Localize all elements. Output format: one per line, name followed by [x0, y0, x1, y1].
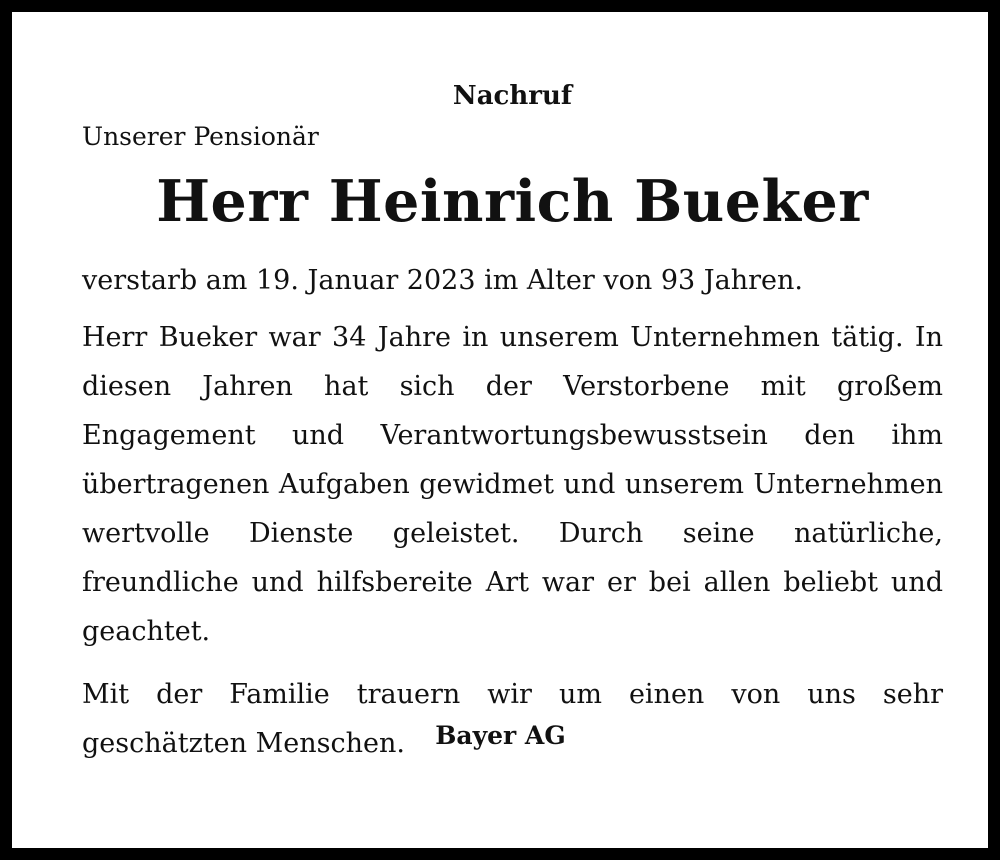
tribute-paragraph: Herr Bueker war 34 Jahre in unserem Unternehmen tätig. In diesen Jahren hat sich der Verstorbene mit großem Engagement und Verantwortungsbewusstsein den ihm übertragenen Aufgaben gewidmet und unserem Unternehmen wertvolle Dienste geleistet. Durch seine natürliche, freundliche und hilfsbereite Art war er bei allen beliebt und geachtet. [82, 322, 943, 647]
notice-content [82, 72, 943, 768]
company-signature: Bayer AG [435, 721, 566, 750]
notice-intro: Unserer Pensionär [82, 122, 319, 151]
deceased-name: Herr Heinrich Bueker [156, 168, 869, 235]
closing-paragraph: Mit der Familie trauern wir um einen von uns sehr geschätzten Menschen. [82, 679, 943, 759]
death-date-line: verstarb am 19. Januar 2023 im Alter von 93 Jahren. [82, 265, 803, 296]
notice-heading: Nachruf [452, 81, 573, 111]
